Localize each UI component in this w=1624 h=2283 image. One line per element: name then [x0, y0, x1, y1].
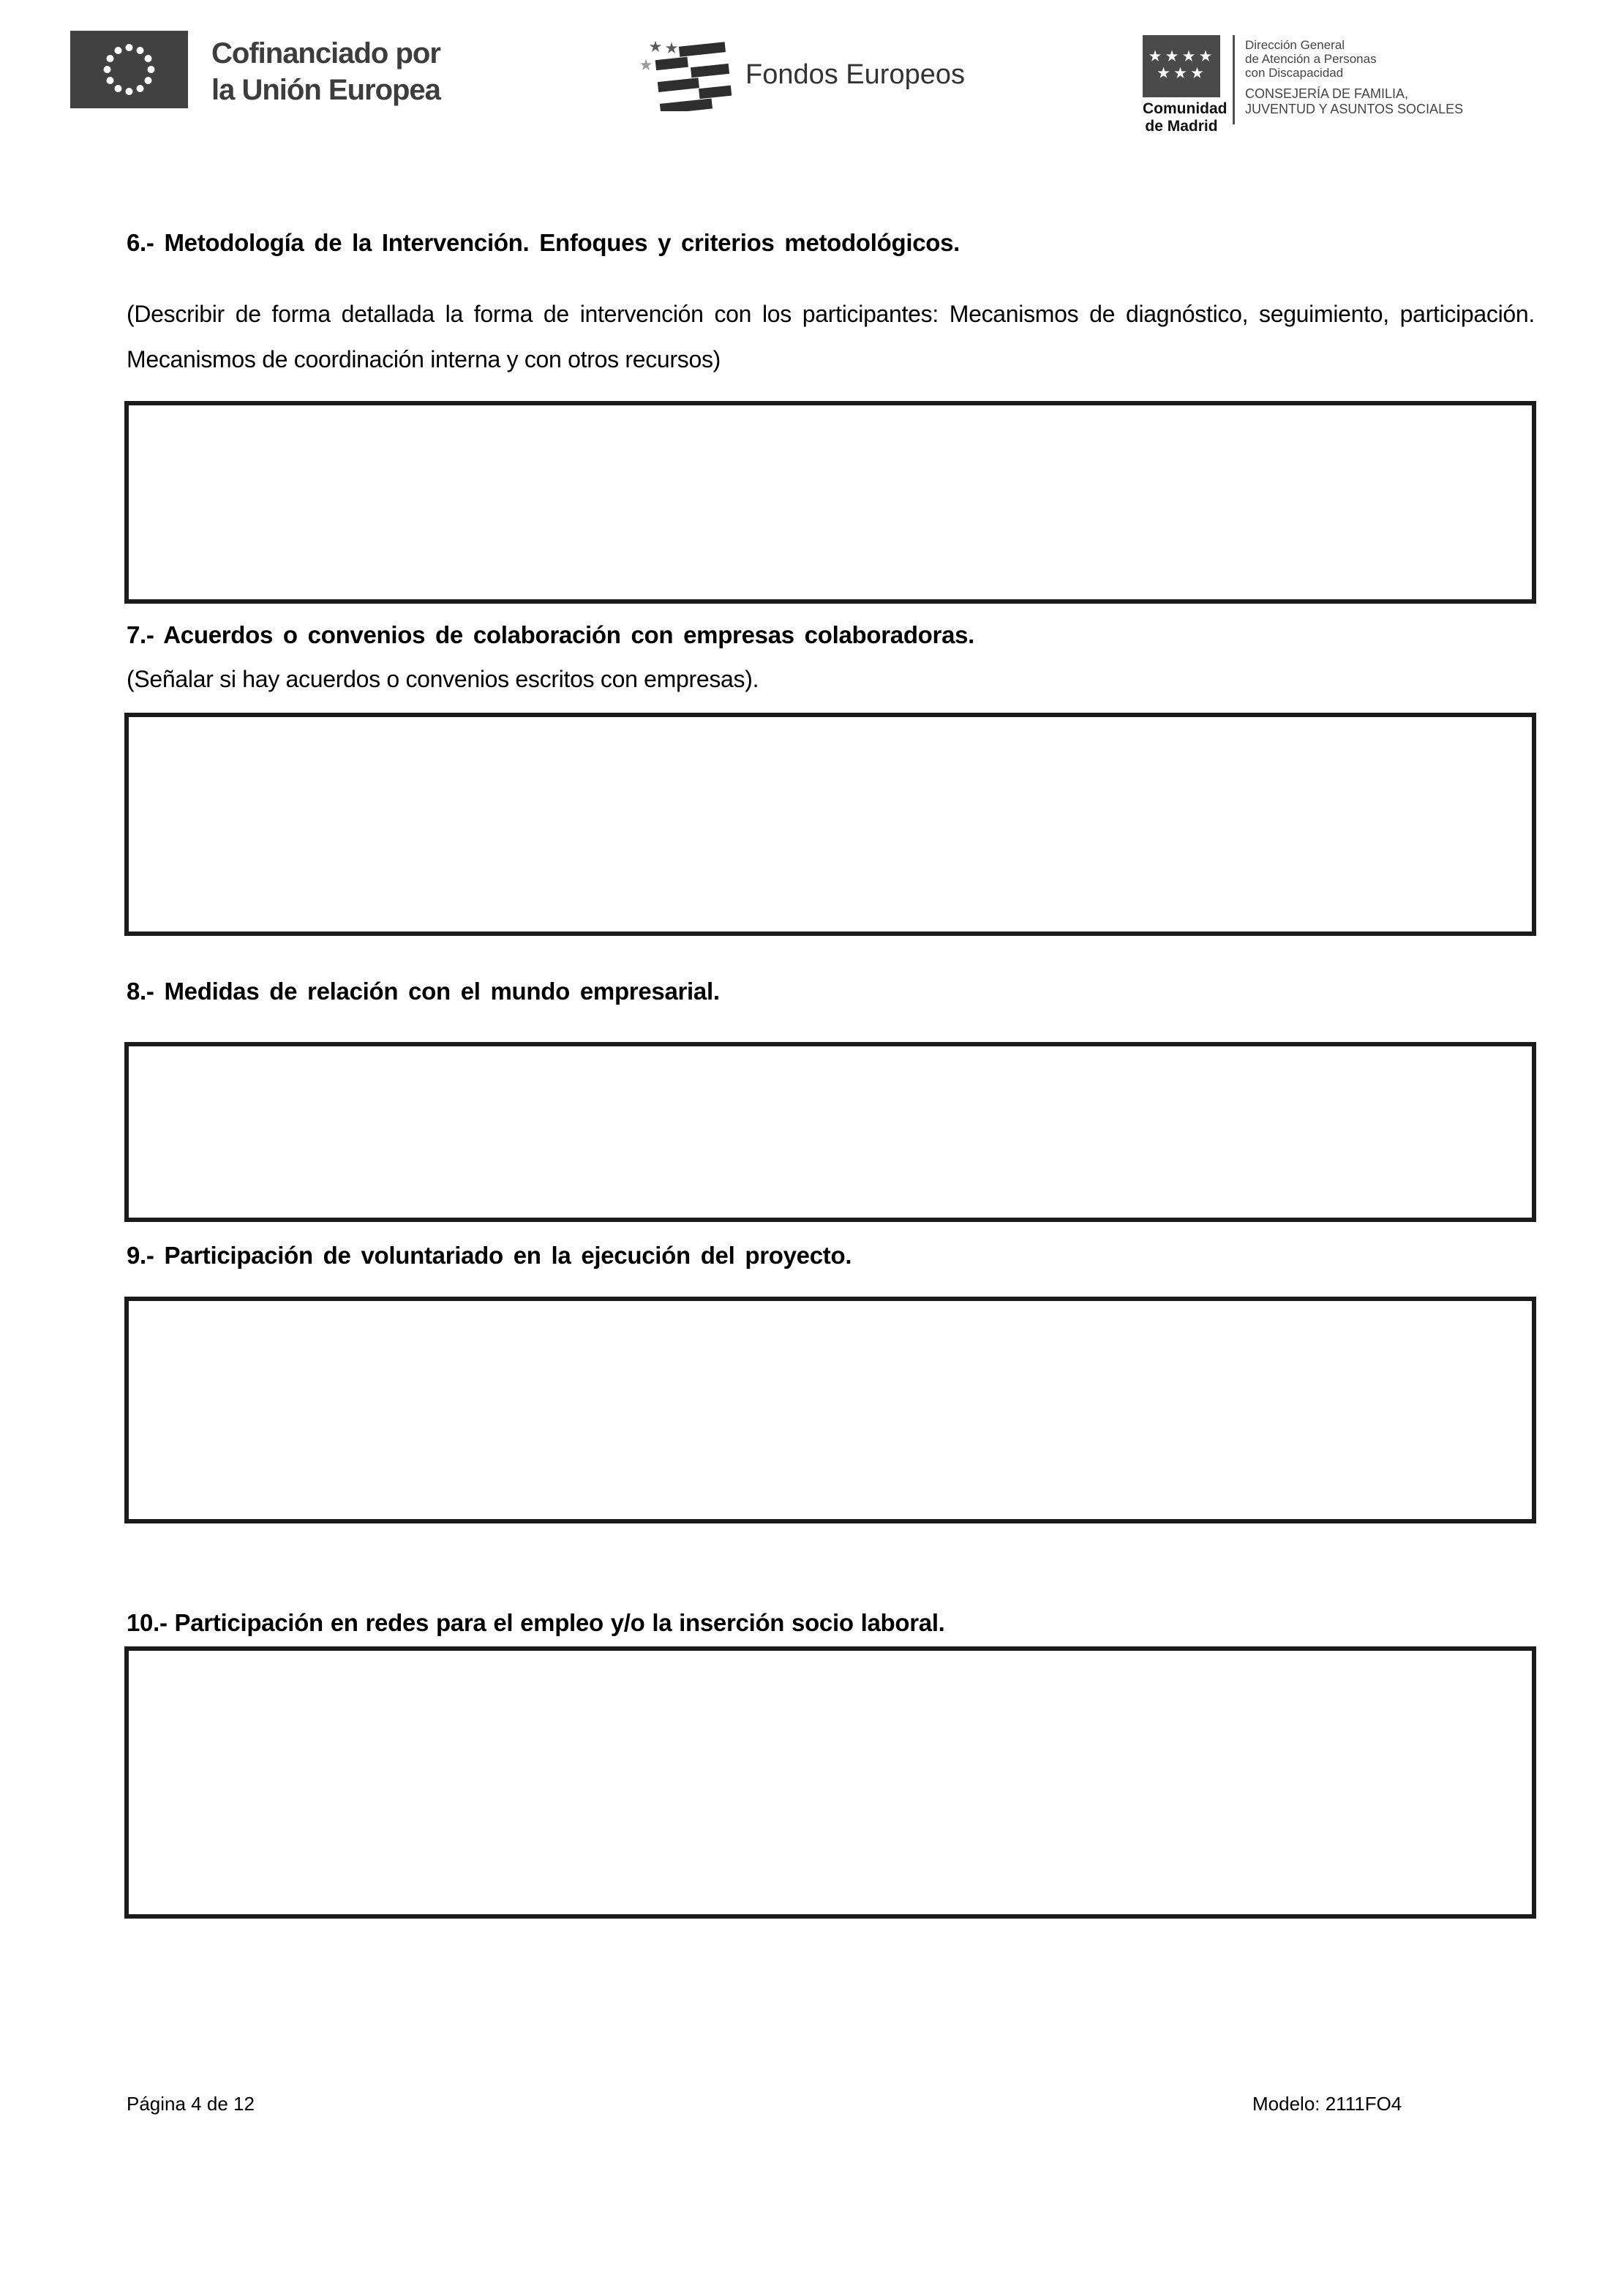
eu-cofunding-logo [70, 31, 440, 108]
section-8-response-field[interactable] [124, 1042, 1536, 1222]
comunidad-madrid-name-line1: Comunidad [1143, 100, 1228, 117]
section-7-description: (Señalar si hay acuerdos o convenios escritos con empresas). [127, 666, 759, 692]
fondos-europeos-label: Fondos Europeos [745, 59, 965, 90]
comunidad-madrid-flag-icon [1143, 35, 1220, 97]
section-8-title: 8.- Medidas de relación con el mundo empresarial. [127, 978, 720, 1005]
fondos-europeos-icon [638, 38, 737, 111]
consejeria-line2: JUVENTUD Y ASUNTOS SOCIALES [1245, 102, 1464, 116]
section-9-response-field[interactable] [124, 1297, 1536, 1523]
page-number-label: Página 4 de 12 [127, 2093, 255, 2115]
section-10-title: 10.- Participación en redes para el empleo y/o la inserción socio laboral. [127, 1609, 945, 1636]
direccion-general-line3: con Discapacidad [1245, 66, 1344, 80]
comunidad-madrid-name-line2: de Madrid [1145, 118, 1218, 135]
direccion-general-line2: de Atención a Personas [1245, 52, 1377, 66]
comunidad-madrid-flag-block [1143, 35, 1228, 135]
consejeria-line1: CONSEJERÍA DE FAMILIA, [1245, 86, 1409, 101]
section-7-response-field[interactable] [124, 713, 1536, 936]
direccion-general-line1: Dirección General [1245, 38, 1345, 52]
eu-cofunding-label [211, 35, 440, 108]
section-9-title: 9.- Participación de voluntariado en la ejecución del proyecto. [127, 1242, 852, 1269]
eu-flag-icon [70, 31, 188, 108]
eu-cofunding-label-line1: Cofinanciado por [211, 37, 440, 70]
model-number-label: Modelo: 2111FO4 [1252, 2093, 1402, 2115]
section-6-description: (Describir de forma detallada la forma de intervención con los participantes: Mecanismos de diagnóstico, seguimiento, participación. Mecanismos de coordinación interna y con otros recursos) [127, 301, 1535, 372]
section-6-response-field[interactable] [124, 401, 1536, 604]
section-6-title: 6.- Metodología de la Intervención. Enfoques y criterios metodológicos. [127, 229, 961, 256]
eu-cofunding-label-line2: la Unión Europea [211, 74, 440, 106]
section-7-title: 7.- Acuerdos o convenios de colaboración con empresas colaboradoras. [127, 621, 975, 648]
madrid-department-text [1245, 35, 1463, 135]
section-10-response-field[interactable] [124, 1646, 1536, 1919]
comunidad-madrid-name [1143, 100, 1228, 135]
fondos-europeos-logo [638, 38, 965, 111]
madrid-logo-divider [1233, 35, 1235, 124]
comunidad-madrid-logo [1143, 35, 1463, 135]
